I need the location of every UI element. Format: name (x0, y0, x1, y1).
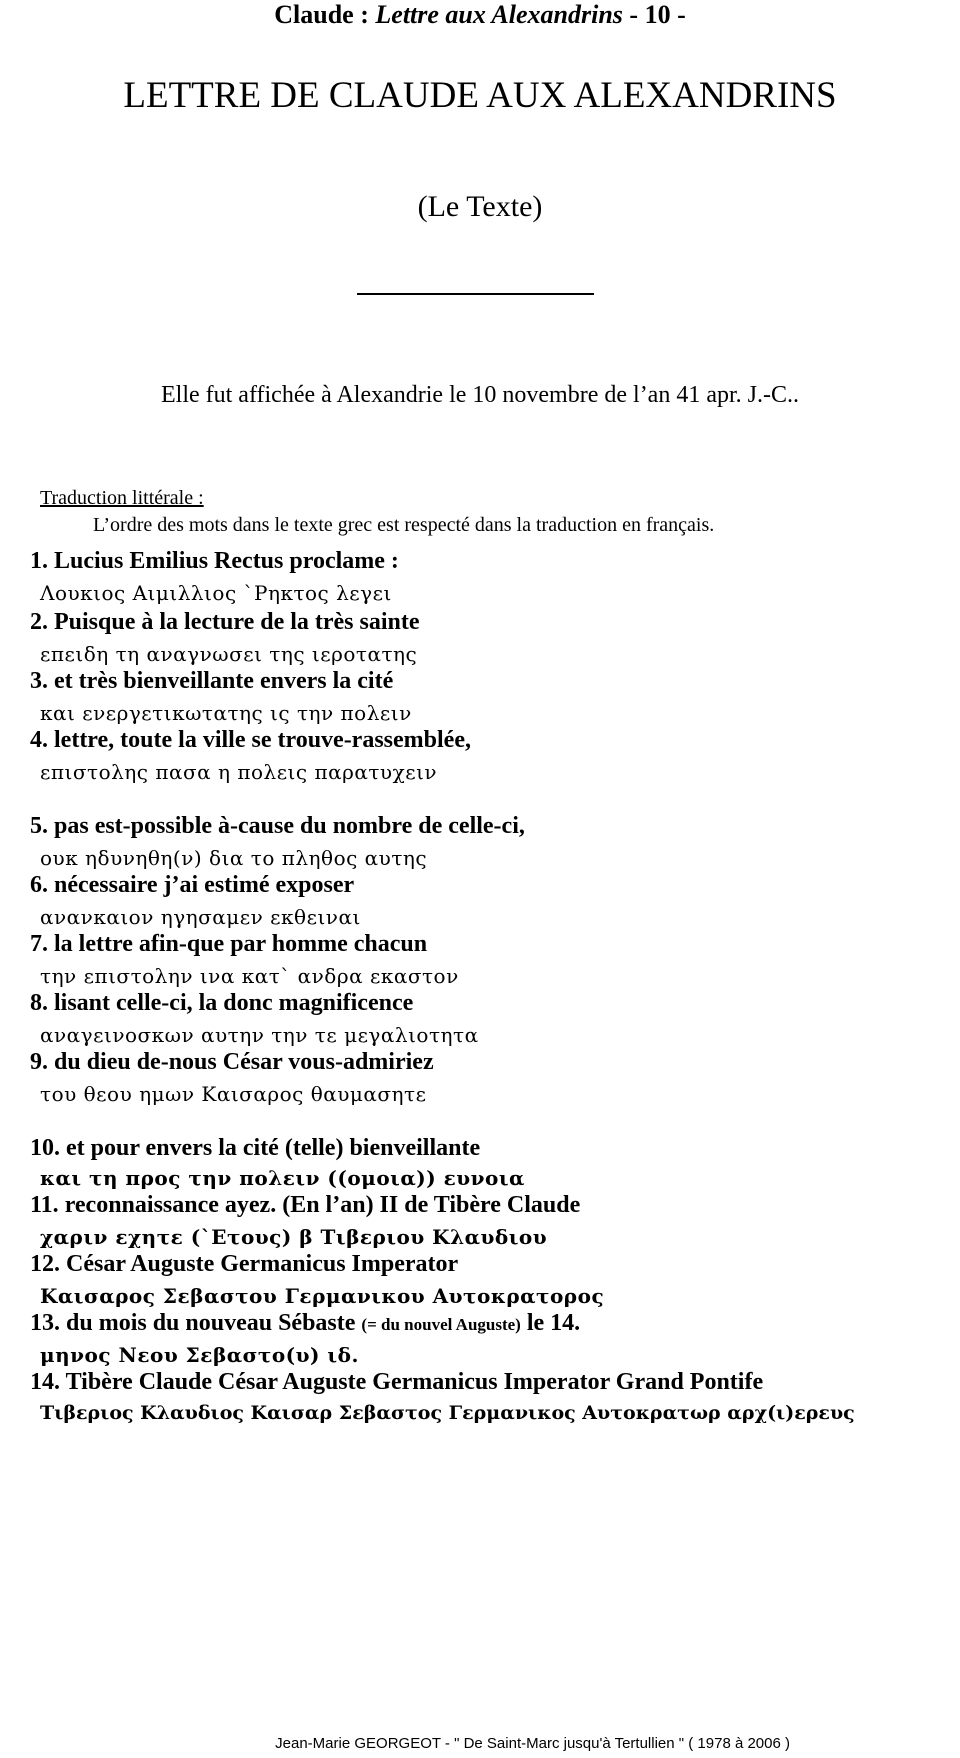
line-5-gr: ουκ ηδυνηθη(ν) δια το πληθος αυτης (40, 846, 428, 870)
line-7-fr: 7. la lettre afin-que par homme chacun (30, 931, 428, 957)
title-rule (357, 293, 594, 295)
line-13-fr: 13. du mois du nouveau Sébaste (= du nouvel Auguste) le 14. (30, 1310, 581, 1336)
line-4-fr: 4. lettre, toute la ville se trouve-rassemblée, (30, 727, 471, 753)
line-13-gr: μηνος Νεου Σεβαστο(υ) ιδ. (40, 1343, 359, 1367)
line-12-gr: Καισαρος Σεβαστου Γερμανικου Αυτοκρατορος (40, 1284, 605, 1308)
line-4-gr: επιστολης πασα η πολεις παρατυχειν (40, 760, 438, 784)
line-12-fr: 12. César Auguste Germanicus Imperator (30, 1251, 459, 1277)
date-line: Elle fut affichée à Alexandrie le 10 novembre de l’an 41 apr. J.-C.. (161, 382, 799, 408)
line-5-fr: 5. pas est-possible à-cause du nombre de celle-ci, (30, 813, 525, 839)
header-italic: Lettre aux Alexandrins (375, 0, 623, 29)
line-8-fr: 8. lisant celle-ci, la donc magnificence (30, 990, 414, 1016)
page-subtitle: (Le Texte) (417, 190, 543, 223)
line-10-gr: και τη προς την πολειν ((ομοια)) ευνοια (40, 1166, 525, 1190)
line-9-gr: του θεου ημων Καισαρος θαυμασητε (40, 1082, 427, 1106)
line-7-gr: την επιστολην ινα κατ` ανδρα εκαστον (40, 964, 459, 988)
line-6-fr: 6. nécessaire j’ai estimé exposer (30, 872, 355, 898)
line-10-fr: 10. et pour envers la cité (telle) bienveillante (30, 1135, 481, 1161)
translation-label: Traduction littérale : (40, 487, 204, 509)
line-11-gr: χαριν εχητε (`Ετους) β Τιβεριου Κλαυδιου (40, 1225, 548, 1249)
line-9-fr: 9. du dieu de-nous César vous-admiriez (30, 1049, 434, 1075)
line-3-gr: και ενεργετικωτατης ις την πολειν (40, 701, 412, 725)
line-1-fr: 1. Lucius Emilius Rectus proclame : (30, 548, 399, 574)
translation-note: L’ordre des mots dans le texte grec est respecté dans la traduction en français. (93, 514, 715, 536)
line-3-fr: 3. et très bienveillante envers la cité (30, 668, 394, 694)
page-footer: Jean-Marie GEORGEOT - " De Saint-Marc jusqu'à Tertullien " ( 1978 à 2006 ) (275, 1735, 790, 1752)
line-14-gr: Τιβεριος Κλαυδιος Καισαρ Σεβαστος Γερμανικος Αυτοκρατωρ αρχ(ι)ερευς (40, 1402, 855, 1424)
page-title: LETTRE DE CLAUDE AUX ALEXANDRINS (123, 75, 837, 116)
line-8-gr: αναγεινοσκων αυτην την τε μεγαλιοτητα (40, 1023, 479, 1047)
running-header (0, 0, 960, 30)
line-2-gr: επειδη τη αναγνωσει της ιεροτατης (40, 642, 418, 666)
line-6-gr: ανανκαιον ηγησαμεν εκθειναι (40, 905, 361, 929)
line-11-fr: 11. reconnaissance ayez. (En l’an) II de Tibère Claude (30, 1192, 581, 1218)
line-2-fr: 2. Puisque à la lecture de la très sainte (30, 609, 420, 635)
header-prefix: Claude : (274, 0, 376, 29)
header-suffix: - 10 - (622, 0, 686, 29)
line-14-fr: 14. Tibère Claude César Auguste Germanicus Imperator Grand Pontife (30, 1369, 764, 1395)
line-1-gr: Λουκιος Αιμιλλιος `Ρηκτος λεγει (40, 581, 392, 605)
